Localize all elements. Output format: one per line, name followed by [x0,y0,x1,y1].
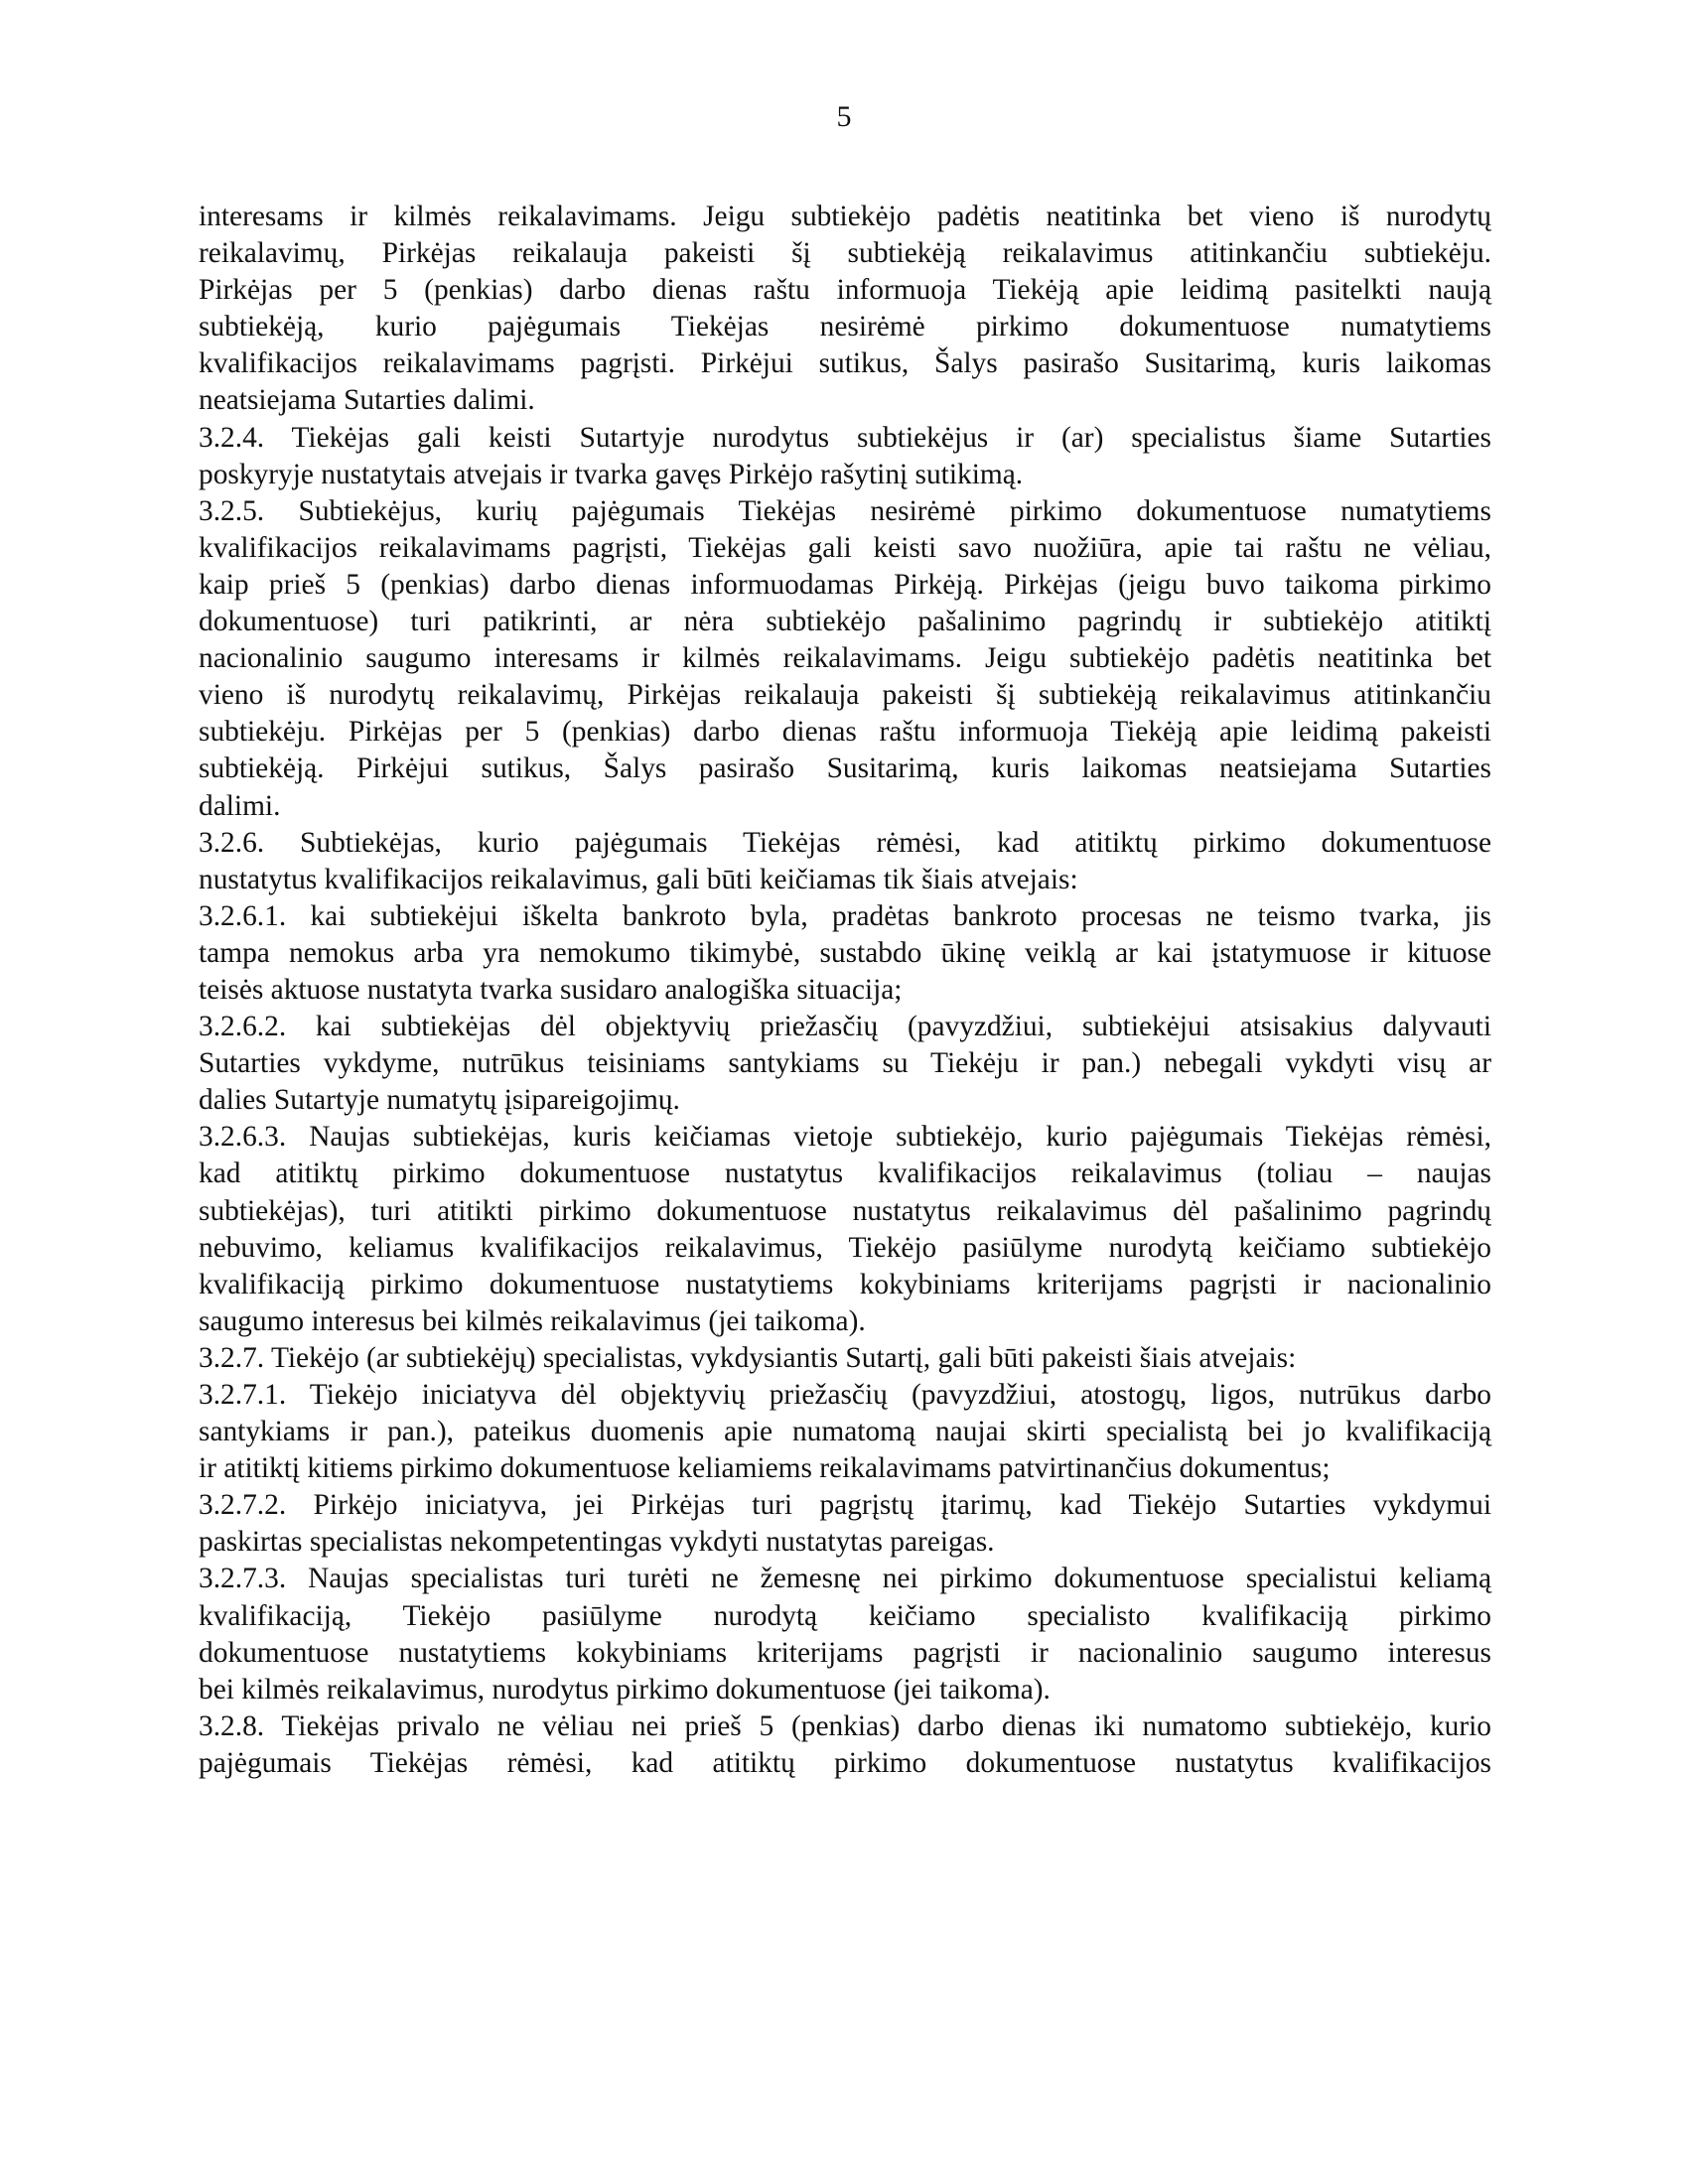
text-line: poskyryje nustatytais atvejais ir tvarka gavęs Pirkėjo rašytinį sutikimą. [199,458,1024,490]
text-line: tampa nemokus arba yra nemokumo tikimybė, sustabdo ūkinę veiklą ar kai įstatymuose ir kituose [199,936,1491,969]
text-line: teisės aktuose nustatyta tvarka susidaro analogiška situacija; [199,973,903,1006]
text-line: kvalifikacijos reikalavimams pagrįsti, Tiekėjas gali keisti savo nuožiūra, apie tai raštu ne vėliau, [199,531,1491,564]
text-line: kaip prieš 5 (penkias) darbo dienas informuodamas Pirkėją. Pirkėjas (jeigu buvo taikoma pirkimo [199,568,1491,601]
text-line: interesams ir kilmės reikalavimams. Jeigu subtiekėjo padėtis neatitinka bet vieno iš nurodytų [199,201,1491,232]
text-line: neatsiejama Sutarties dalimi. [199,384,535,417]
text-line: dalimi. [199,789,281,822]
page-number: 5 [836,100,852,133]
clause-3-2-7-3: 3.2.7.3. Naujas specialistas turi turėti ne žemesnę nei pirkimo dokumentuose specialistui keliamą [199,1563,1491,1595]
text-line: subtiekėju. Pirkėjas per 5 (penkias) darbo dienas raštu informuoja Tiekėją apie leidimą pakeisti [199,716,1491,749]
clause-3-2-5: 3.2.5. Subtiekėjus, kurių pajėgumais Tiekėjas nesirėmė pirkimo dokumentuose numatytiems [199,494,1491,527]
text-line: pajėgumais Tiekėjas rėmėsi, kad atitiktų pirkimo dokumentuose nustatytus kvalifikacijos [199,1746,1491,1779]
text-line: nustatytus kvalifikacijos reikalavimus, gali būti keičiamas tik šiais atvejais: [199,863,1078,895]
text-line: dokumentuose) turi patikrinti, ar nėra subtiekėjo pašalinimo pagrindų ir subtiekėjo atitiktį [199,606,1491,638]
text-line: Pirkėjas per 5 (penkias) darbo dienas raštu informuoja Tiekėją apie leidimą pasitelkti naują [199,274,1491,307]
text-line: kvalifikaciją, Tiekėjo pasiūlyme nurodytą keičiamo specialisto kvalifikaciją pirkimo [199,1599,1491,1632]
clause-3-2-8: 3.2.8. Tiekėjas privalo ne vėliau nei prieš 5 (penkias) darbo dienas iki numatomo subtiekėjo, kurio [199,1709,1491,1742]
text-line: reikalavimų, Pirkėjas reikalauja pakeisti šį subtiekėją reikalavimus atitinkančiu subtiekėju. [199,237,1491,270]
text-line: subtiekėją, kurio pajėgumais Tiekėjas nesirėmė pirkimo dokumentuose numatytiems [199,311,1491,343]
clause-3-2-7-2: 3.2.7.2. Pirkėjo iniciatyva, jei Pirkėjas turi pagrįstų įtarimų, kad Tiekėjo Sutarties vykdymui [199,1489,1491,1522]
text-line: dokumentuose nustatytiems kokybiniams kriterijams pagrįsti ir nacionalinio saugumo interesus [199,1636,1491,1669]
clause-3-2-6-3: 3.2.6.3. Naujas subtiekėjas, kuris keičiamas vietoje subtiekėjo, kurio pajėgumais Tiekėjas rėmėsi, [199,1121,1491,1154]
text-line: nebuvimo, keliamus kvalifikacijos reikalavimus, Tiekėjo pasiūlyme nurodytą keičiamo subtiekėjo [199,1231,1491,1264]
text-line: kad atitiktų pirkimo dokumentuose nustatytus kvalifikacijos reikalavimus (toliau – naujas [199,1158,1491,1190]
text-line: vieno iš nurodytų reikalavimų, Pirkėjas reikalauja pakeisti šį subtiekėją reikalavimus atitinkančiu [199,679,1491,712]
clause-3-2-7-1: 3.2.7.1. Tiekėjo iniciatyva dėl objektyvių priežasčių (pavyzdžiui, atostogų, ligos, nutrūkus darbo [199,1379,1491,1411]
text-line: dalies Sutartyje numatytų įsipareigojimų. [199,1084,680,1117]
clause-3-2-6-2: 3.2.6.2. kai subtiekėjas dėl objektyvių priežasčių (pavyzdžiui, subtiekėjui atsisakius dalyvauti [199,1011,1491,1043]
clause-3-2-6: 3.2.6. Subtiekėjas, kurio pajėgumais Tiekėjas rėmėsi, kad atitiktų pirkimo dokumentuose [199,826,1491,859]
text-line: subtiekėjas), turi atitikti pirkimo dokumentuose nustatytus reikalavimus dėl pašalinimo pagrindų [199,1194,1491,1227]
text-line: Sutarties vykdyme, nutrūkus teisiniams santykiams su Tiekėju ir pan.) nebegali vykdyti visų ar [199,1047,1491,1080]
text-line: santykiams ir pan.), pateikus duomenis apie numatomą naujai skirti specialistą bei jo kvalifikaciją [199,1416,1491,1448]
document-body [199,199,1491,1782]
text-line: bei kilmės reikalavimus, nurodytus pirkimo dokumentuose (jei taikoma). [199,1673,1051,1706]
text-line: ir atitiktį kitiems pirkimo dokumentuose keliamiems reikalavimams patvirtinančius dokumentus; [199,1452,1331,1485]
text-line: nacionalinio saugumo interesams ir kilmės reikalavimams. Jeigu subtiekėjo padėtis neatitinka bet [199,642,1491,675]
text-line: kvalifikaciją pirkimo dokumentuose nustatytiems kokybiniams kriterijams pagrįsti ir nacionalinio [199,1268,1491,1300]
clause-3-2-6-1: 3.2.6.1. kai subtiekėjui iškelta bankroto byla, pradėtas bankroto procesas ne teismo tvarka, jis [199,899,1491,932]
text-line: paskirtas specialistas nekompetentingas vykdyti nustatytas pareigas. [199,1526,995,1559]
clause-3-2-7: 3.2.7. Tiekėjo (ar subtiekėjų) specialistas, vykdysiantis Sutartį, gali būti pakeisti šiais atvejais: [199,1341,1297,1374]
clause-3-2-4: 3.2.4. Tiekėjas gali keisti Sutartyje nurodytus subtiekėjus ir (ar) specialistus šiame Sutarties [199,421,1491,454]
text-line: subtiekėją. Pirkėjui sutikus, Šalys pasirašo Susitarimą, kuris laikomas neatsiejama Sutarties [199,752,1491,785]
text-line: saugumo interesus bei kilmės reikalavimus (jei taikoma). [199,1304,866,1337]
text-line: kvalifikacijos reikalavimams pagrįsti. Pirkėjui sutikus, Šalys pasirašo Susitarimą, kuris laikomas [199,347,1491,380]
